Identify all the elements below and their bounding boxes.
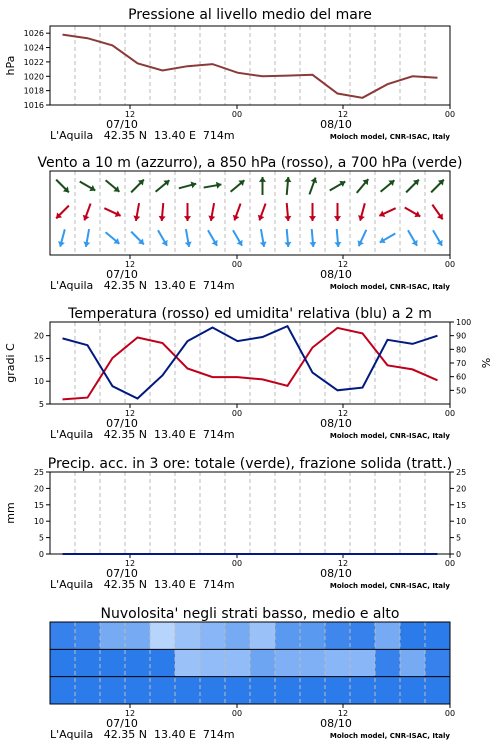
wind-arrow xyxy=(259,177,266,195)
y-tick-label: 25 xyxy=(33,468,44,477)
wind-arrow xyxy=(405,208,421,218)
wind-arrow xyxy=(56,180,69,193)
cloud-cell xyxy=(75,622,101,649)
cloud-cell xyxy=(375,677,401,704)
y-tick-label: 10 xyxy=(33,377,44,387)
wind-arrow xyxy=(208,230,218,246)
wind-arrow-head xyxy=(284,216,291,221)
wind-arrow xyxy=(159,203,166,221)
cloud-cell xyxy=(250,622,276,649)
cloud-cell xyxy=(425,622,451,649)
date-label: 07/10 xyxy=(106,567,138,580)
cloud-cell xyxy=(350,649,376,676)
time-tick-label: 12 xyxy=(337,409,349,418)
wind-arrow xyxy=(433,230,443,246)
cloud-cell xyxy=(125,622,151,649)
wind-arrow xyxy=(156,180,170,192)
cloud-cell xyxy=(75,677,101,704)
wind-arrow xyxy=(309,229,316,247)
cloud-cell xyxy=(200,622,226,649)
y-tick-label: 5 xyxy=(456,533,462,543)
y-tick-label: 15 xyxy=(33,500,44,510)
y-axis-label: gradi C xyxy=(4,343,17,383)
y-tick-label: 25 xyxy=(456,468,467,477)
wind-arrow-head xyxy=(259,177,266,182)
wind-arrow xyxy=(379,208,395,217)
cloud-cell xyxy=(250,677,276,704)
wind-arrow xyxy=(233,204,241,221)
wind-arrow xyxy=(56,206,69,219)
plot-frame xyxy=(50,472,450,554)
wind-arrow xyxy=(133,203,140,221)
cloud-cell xyxy=(350,622,376,649)
wind-arrow xyxy=(358,230,367,246)
model-credit: Moloch model, CNR-ISAC, Italy xyxy=(329,582,450,590)
cloud-cell xyxy=(200,677,226,704)
wind-arrow xyxy=(106,232,120,244)
wind-arrow-head xyxy=(184,216,191,221)
y-axis-label: mm xyxy=(4,502,17,524)
time-tick-label: 00 xyxy=(231,709,243,718)
pressure-line xyxy=(63,35,438,98)
wind-arrow xyxy=(131,180,144,193)
chart-title: Nuvolosita' negli strati basso, medio e alto xyxy=(100,606,400,622)
cloud-cell xyxy=(350,677,376,704)
wind-arrow xyxy=(309,203,316,221)
y-tick-label: 80 xyxy=(456,345,467,355)
y-tick-label: 60 xyxy=(456,372,467,382)
y-tick-label: 1020 xyxy=(23,72,44,82)
cloud-cell xyxy=(325,649,351,676)
cloud-cell xyxy=(400,677,426,704)
time-tick-label: 12 xyxy=(124,559,136,568)
wind-arrow xyxy=(284,229,291,247)
cloud-cell xyxy=(300,649,326,676)
plot-frame xyxy=(50,26,450,105)
time-tick-label: 12 xyxy=(337,110,349,119)
time-tick-label: 00 xyxy=(444,409,456,418)
wind-arrow xyxy=(357,179,369,193)
date-label: 08/10 xyxy=(320,717,352,730)
location-label: L'Aquila 42.35 N 13.40 E 714m xyxy=(50,279,235,292)
wind-arrow xyxy=(334,203,341,221)
y-tick-label: 20 xyxy=(456,484,467,494)
y-tick-label: 0 xyxy=(456,550,462,559)
location-label: L'Aquila 42.35 N 13.40 E 714m xyxy=(50,578,235,591)
date-label: 08/10 xyxy=(320,417,352,430)
location-label: L'Aquila 42.35 N 13.40 E 714m xyxy=(50,728,235,741)
time-tick-label: 12 xyxy=(337,260,349,269)
y-tick-label: 100 xyxy=(456,318,472,327)
chart-title: Vento a 10 m (azzurro), a 850 hPa (rosso), a 700 hPa (verde) xyxy=(37,155,463,171)
wind-arrow-head xyxy=(159,216,166,221)
wind-arrow-head xyxy=(284,242,291,247)
date-label: 07/10 xyxy=(106,717,138,730)
wind-arrow-head xyxy=(334,242,341,247)
cloud-cell xyxy=(225,677,251,704)
time-tick-label: 00 xyxy=(444,559,456,568)
y-tick-label: 15 xyxy=(33,354,44,364)
y-tick-label: 1024 xyxy=(23,43,44,53)
date-label: 08/10 xyxy=(320,567,352,580)
cloud-cell xyxy=(425,649,451,676)
wind-arrow xyxy=(158,230,168,246)
y-tick-label: 1026 xyxy=(23,29,44,39)
model-credit: Moloch model, CNR-ISAC, Italy xyxy=(329,732,450,740)
cloud-cell xyxy=(175,622,201,649)
wind-arrow xyxy=(381,180,395,192)
cloud-cell xyxy=(100,677,126,704)
cloud-cell xyxy=(225,649,251,676)
wind-arrow xyxy=(185,229,192,247)
cloud-cell xyxy=(250,649,276,676)
date-label: 08/10 xyxy=(320,268,352,281)
cloud-cell xyxy=(300,677,326,704)
y-tick-label: 70 xyxy=(456,359,467,368)
time-tick-label: 00 xyxy=(444,709,456,718)
date-label: 08/10 xyxy=(320,118,352,131)
wind-arrow xyxy=(131,232,144,245)
wind-arrow xyxy=(432,205,442,220)
wind-arrow-head xyxy=(284,177,291,182)
y-tick-label: 20 xyxy=(33,331,44,341)
time-tick-label: 12 xyxy=(124,260,136,269)
cloud-cell xyxy=(200,649,226,676)
cloud-cell xyxy=(275,677,301,704)
wind-arrow xyxy=(83,229,90,247)
wind-arrow xyxy=(231,180,245,192)
wind-arrow xyxy=(309,178,317,195)
wind-arrow xyxy=(233,230,243,246)
cloud-cell xyxy=(325,677,351,704)
cloud-cell xyxy=(175,649,201,676)
cloud-cell xyxy=(125,649,151,676)
y-axis-label: % xyxy=(480,357,493,369)
model-credit: Moloch model, CNR-ISAC, Italy xyxy=(329,283,450,291)
y-tick-label: 15 xyxy=(456,500,467,510)
time-tick-label: 12 xyxy=(124,110,136,119)
wind-arrow-head xyxy=(309,216,316,221)
time-tick-label: 00 xyxy=(231,409,243,418)
wind-arrow xyxy=(106,180,120,192)
wind-arrow-head xyxy=(309,242,316,247)
wind-arrow xyxy=(284,177,291,195)
wind-arrow xyxy=(104,208,120,217)
cloud-cell xyxy=(300,622,326,649)
y-tick-label: 10 xyxy=(456,517,467,527)
wind-arrow xyxy=(258,204,266,221)
y-tick-label: 5 xyxy=(38,533,44,543)
wind-arrow xyxy=(179,182,196,189)
model-credit: Moloch model, CNR-ISAC, Italy xyxy=(329,133,450,141)
y-tick-label: 90 xyxy=(456,331,467,341)
wind-arrow xyxy=(208,203,215,221)
wind-arrow xyxy=(260,229,267,247)
wind-arrow xyxy=(380,234,396,244)
cloud-cell xyxy=(125,677,151,704)
wind-arrow xyxy=(58,229,65,246)
time-tick-label: 12 xyxy=(124,709,136,718)
cloud-cell xyxy=(50,622,76,649)
cloud-cell xyxy=(150,677,176,704)
wind-arrow xyxy=(83,204,91,221)
y-tick-label: 5 xyxy=(38,400,44,409)
cloud-cell xyxy=(375,622,401,649)
cloud-cell xyxy=(175,677,201,704)
model-credit: Moloch model, CNR-ISAC, Italy xyxy=(329,432,450,440)
time-tick-label: 00 xyxy=(444,260,456,269)
y-tick-label: 1018 xyxy=(23,86,44,96)
time-tick-label: 00 xyxy=(231,260,243,269)
time-tick-label: 12 xyxy=(337,709,349,718)
cloud-cell xyxy=(275,622,301,649)
wind-arrow xyxy=(358,203,365,220)
wind-arrow xyxy=(431,180,444,193)
time-tick-label: 00 xyxy=(231,110,243,119)
time-tick-label: 00 xyxy=(231,559,243,568)
y-tick-label: 0 xyxy=(38,550,44,559)
cloud-cell xyxy=(100,649,126,676)
cloud-cell xyxy=(75,649,101,676)
time-tick-label: 12 xyxy=(124,409,136,418)
y-tick-label: 1016 xyxy=(23,101,44,110)
cloud-cell xyxy=(150,622,176,649)
cloud-cell xyxy=(225,622,251,649)
cloud-cell xyxy=(150,649,176,676)
location-label: L'Aquila 42.35 N 13.40 E 714m xyxy=(50,129,235,142)
cloud-cell xyxy=(425,677,451,704)
wind-arrow-head xyxy=(334,216,341,221)
cloud-cell xyxy=(400,622,426,649)
time-tick-label: 12 xyxy=(337,559,349,568)
cloud-cell xyxy=(325,622,351,649)
time-tick-label: 00 xyxy=(444,110,456,119)
y-tick-label: 1022 xyxy=(23,57,44,67)
y-tick-label: 50 xyxy=(456,386,467,396)
cloud-cell xyxy=(275,649,301,676)
wind-arrow xyxy=(330,181,346,191)
chart-title: Temperatura (rosso) ed umidita' relativa (blu) a 2 m xyxy=(68,306,432,322)
date-label: 07/10 xyxy=(106,417,138,430)
cloud-cell xyxy=(50,649,76,676)
cloud-cell xyxy=(375,649,401,676)
wind-arrow xyxy=(184,203,191,221)
date-label: 07/10 xyxy=(106,268,138,281)
date-label: 07/10 xyxy=(106,118,138,131)
cloud-cell xyxy=(50,677,76,704)
cloud-cell xyxy=(400,649,426,676)
y-tick-label: 20 xyxy=(33,484,44,494)
wind-arrow xyxy=(406,180,419,193)
wind-arrow xyxy=(334,229,341,247)
wind-arrow xyxy=(204,182,222,189)
location-label: L'Aquila 42.35 N 13.40 E 714m xyxy=(50,428,235,441)
y-tick-label: 10 xyxy=(33,517,44,527)
wind-arrow xyxy=(80,182,96,192)
wind-arrow xyxy=(284,203,291,221)
cloud-cell xyxy=(100,622,126,649)
chart-title: Pressione al livello medio del mare xyxy=(128,7,372,23)
y-axis-label: hPa xyxy=(4,55,17,76)
chart-title: Precip. acc. in 3 ore: totale (verde), frazione solida (tratt.) xyxy=(47,456,453,472)
wind-arrow xyxy=(408,230,418,246)
